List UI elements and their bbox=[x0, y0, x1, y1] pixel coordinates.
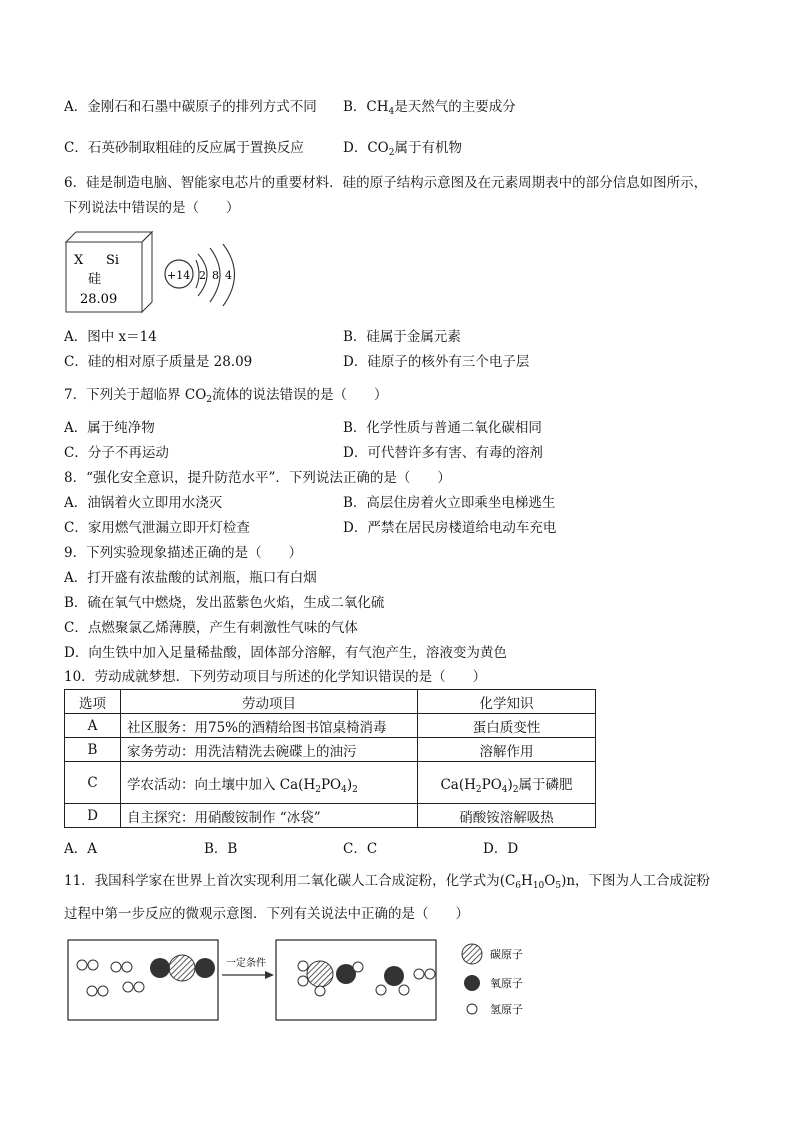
legend-oxygen-swatch bbox=[464, 975, 480, 991]
q5-option-d: D．$CO_2$属于有机物 bbox=[343, 140, 462, 158]
shell-3-count: 4 bbox=[225, 269, 232, 282]
cell-mass: 28.09 bbox=[80, 292, 118, 307]
starch-formula: $(C_6H_{10}O_5)n$ bbox=[499, 873, 576, 891]
shell-2-count: 8 bbox=[212, 269, 219, 282]
q9-option-c: C．点燃聚氯乙烯薄膜，产生有刺激性气味的气体 bbox=[64, 620, 358, 636]
legend-carbon-swatch bbox=[462, 944, 482, 964]
q10-option-b: B．B bbox=[204, 841, 238, 857]
reaction-micro-diagram bbox=[64, 934, 544, 1028]
cell-x: X bbox=[74, 253, 84, 268]
water-molecule-right bbox=[376, 966, 409, 995]
q5-option-c: C．石英砂制取粗硅的反应属于置换反应 bbox=[64, 140, 304, 156]
q8-option-d: D．严禁在居民房楼道给电动车充电 bbox=[343, 520, 557, 536]
arrow-condition-label: 一定条件 bbox=[226, 958, 266, 969]
q11-stem-line1: 11．我国科学家在世界上首次实现利用二氧化碳人工合成淀粉，化学式为$(C_6H_{10}O_5)n$，下图为人工合成淀粉 bbox=[64, 873, 711, 891]
q9-option-a: A．打开盛有浓盐酸的试剂瓶，瓶口有白烟 bbox=[64, 570, 317, 586]
cell-name: 硅 bbox=[88, 272, 102, 287]
q7-stem: 7．下列关于超临界 $CO_2$流体的说法错误的是（ ） bbox=[64, 387, 388, 405]
legend-hydrogen-swatch bbox=[467, 1004, 477, 1014]
q8-option-c: C．家用燃气泄漏立即开灯检查 bbox=[64, 520, 250, 536]
q8-stem: 8．“强化安全意识，提升防范水平”．下列说法正确的是（ ） bbox=[64, 470, 451, 486]
hydrogen-molecules-left bbox=[77, 960, 144, 996]
row-option: D bbox=[65, 804, 121, 828]
cell-symbol: Si bbox=[106, 253, 120, 268]
atom-structure-diagram bbox=[165, 244, 235, 306]
legend-oxygen-label: 氧原子 bbox=[490, 977, 523, 990]
nucleus-charge: +14 bbox=[167, 269, 191, 282]
q9-stem: 9．下列实验现象描述正确的是（ ） bbox=[64, 545, 303, 561]
shell-1-count: 2 bbox=[199, 269, 206, 282]
q10-option-a: A．A bbox=[64, 841, 97, 857]
q10-option-d: D．D bbox=[483, 841, 519, 857]
header-project: 劳动项目 bbox=[121, 690, 418, 714]
methanol-molecule-right bbox=[298, 961, 363, 996]
periodic-table-cell bbox=[66, 232, 152, 312]
co2-molecule-left bbox=[150, 955, 215, 981]
q6-option-b: B．硅属于金属元素 bbox=[343, 329, 461, 345]
table-row bbox=[65, 804, 596, 828]
q6-option-c: C．硅的相对原子质量是 28.09 bbox=[64, 354, 253, 370]
q6-option-d: D．硅原子的核外有三个电子层 bbox=[343, 354, 530, 370]
legend bbox=[462, 944, 523, 1016]
reactants-box bbox=[68, 940, 218, 1020]
q6-stem-line2: 下列说法中错误的是（ ） bbox=[64, 200, 240, 216]
legend-carbon-label: 碳原子 bbox=[490, 948, 523, 961]
q7-option-c: C．分子不再运动 bbox=[64, 445, 169, 461]
q9-option-d: D．向生铁中加入足量稀盐酸，固体部分溶解，有气泡产生，溶液变为黄色 bbox=[64, 645, 507, 661]
q9-option-b: B．硫在氧气中燃烧，发出蓝紫色火焰，生成二氧化硫 bbox=[64, 595, 385, 611]
q8-option-a: A．油锅着火立即用水浇灭 bbox=[64, 495, 223, 511]
silicon-figure bbox=[60, 226, 250, 316]
q10-stem: 10．劳动成就梦想．下列劳动项目与所述的化学知识错误的是（ ） bbox=[64, 669, 487, 685]
row-project: 社区服务：用75%的酒精给图书馆桌椅消毒 bbox=[121, 714, 418, 738]
header-knowledge: 化学知识 bbox=[418, 690, 596, 714]
q6-option-a: A．图中 x＝14 bbox=[64, 329, 157, 345]
row-knowledge: 硝酸铵溶解吸热 bbox=[418, 804, 596, 828]
row-project: 学农活动：向土壤中加入 $Ca(H_2PO_4)_2$ bbox=[121, 762, 418, 804]
q6-stem-line1: 6．硅是制造电脑、智能家电芯片的重要材料．硅的原子结构示意图及在元素周期表中的部分信息如图所示， bbox=[64, 175, 708, 191]
q10-table bbox=[64, 689, 596, 828]
q7-option-d: D．可代替许多有害、有毒的溶剂 bbox=[343, 445, 543, 461]
row-knowledge: $Ca(H_2PO_4)_2$属于磷肥 bbox=[418, 762, 596, 804]
table-header-row bbox=[65, 690, 596, 714]
row-project: 自主探究：用硝酸铵制作 “冰袋” bbox=[121, 804, 418, 828]
row-project: 家务劳动：用洗洁精洗去碗碟上的油污 bbox=[121, 738, 418, 762]
row-option: A bbox=[65, 714, 121, 738]
q8-option-b: B．高层住房着火立即乘坐电梯逃生 bbox=[343, 495, 556, 511]
q10-option-c: C．C bbox=[343, 841, 378, 857]
row-option: B bbox=[65, 738, 121, 762]
header-option: 选项 bbox=[65, 690, 121, 714]
q7-option-b: B．化学性质与普通二氧化碳相同 bbox=[343, 420, 542, 436]
q11-stem-line2: 过程中第一步反应的微观示意图．下列有关说法中正确的是（ ） bbox=[64, 906, 469, 922]
q7-option-a: A．属于纯净物 bbox=[64, 420, 155, 436]
legend-hydrogen-label: 氢原子 bbox=[490, 1003, 523, 1016]
q5-option-a: A．金刚石和石墨中碳原子的排列方式不同 bbox=[64, 99, 317, 115]
row-knowledge: 蛋白质变性 bbox=[418, 714, 596, 738]
table-row bbox=[65, 738, 596, 762]
row-option: C bbox=[65, 762, 121, 804]
q5-option-b: B．$CH_4$是天然气的主要成分 bbox=[343, 99, 516, 117]
table-row bbox=[65, 762, 596, 804]
hydrogen-molecule-right bbox=[414, 969, 435, 979]
row-knowledge: 溶解作用 bbox=[418, 738, 596, 762]
table-row bbox=[65, 714, 596, 738]
